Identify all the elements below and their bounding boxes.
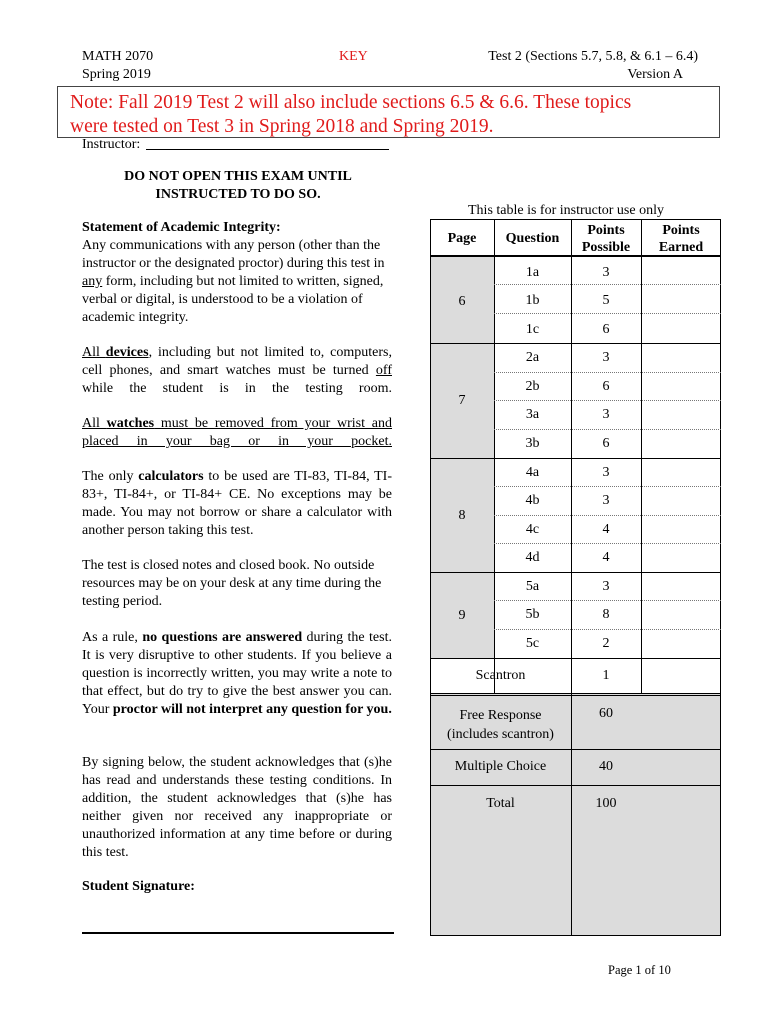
question-2b: 2b bbox=[525, 379, 540, 394]
question-5a: 5a bbox=[525, 579, 540, 594]
version-label: Version A bbox=[627, 67, 683, 82]
warning-line-2: INSTRUCTED TO DO SO. bbox=[155, 187, 321, 202]
multiple-choice-label: Multiple Choice bbox=[454, 759, 547, 774]
total-label: Total bbox=[486, 796, 515, 811]
warning-line-1: DO NOT OPEN THIS EXAM UNTIL bbox=[124, 169, 352, 184]
total-points: 100 bbox=[595, 796, 617, 811]
closed-book-rule: The test is closed notes and closed book. No outside resources may be on your desk at any time during the testing period. bbox=[82, 558, 382, 609]
no-questions-rule: As a rule, no questions are answered during the test. It is very disruptive to other students. If you believe a question is incorrectly written, you may write a note to that effect, but do try to give the best answer you can. Your proctor will not interpret any question for you. bbox=[82, 630, 392, 717]
devices-rule: All devices, including but not limited to, computers, cell phones, and smart watches must be turned off while the student is in the testing room. bbox=[82, 345, 393, 396]
question-4c: 4c bbox=[525, 522, 540, 537]
points-4d: 4 bbox=[602, 550, 610, 565]
points-1b: 5 bbox=[602, 293, 610, 308]
header-page: Page bbox=[447, 231, 477, 246]
calculators-rule: The only calculators to be used are TI-83, TI-84, TI-83+, TI-84+, or TI-84+ CE. No exceptions may be made. You may not borrow or share a calculator with another person taking this test. bbox=[82, 469, 392, 538]
question-3b: 3b bbox=[525, 436, 540, 451]
points-4c: 4 bbox=[602, 522, 610, 537]
table-caption: This table is for instructor use only bbox=[468, 203, 664, 218]
points-1c: 6 bbox=[602, 322, 610, 337]
question-5b: 5b bbox=[525, 607, 540, 622]
points-1a: 3 bbox=[602, 265, 610, 280]
fall-2019-note bbox=[57, 86, 720, 138]
points-5a: 3 bbox=[602, 579, 610, 594]
scantron-points: 1 bbox=[602, 668, 610, 683]
question-5c: 5c bbox=[525, 636, 540, 651]
watches-rule: All watches must be removed from your wrist and placed in your bag or in your pocket. bbox=[82, 416, 393, 449]
academic-integrity-section bbox=[82, 219, 392, 327]
do-not-open-warning bbox=[82, 168, 394, 204]
question-4a: 4a bbox=[525, 465, 540, 480]
points-5c: 2 bbox=[602, 636, 610, 651]
points-4b: 3 bbox=[602, 493, 610, 508]
free-response-label: Free Response (includes scantron) bbox=[447, 708, 554, 742]
student-signature-label: Student Signature: bbox=[82, 879, 195, 894]
question-4b: 4b bbox=[525, 493, 540, 508]
points-3b: 6 bbox=[602, 436, 610, 451]
points-3a: 3 bbox=[602, 407, 610, 422]
term: Spring 2019 bbox=[82, 67, 151, 82]
test-title: Test 2 (Sections 5.7, 5.8, & 6.1 – 6.4) bbox=[488, 49, 698, 64]
multiple-choice-points: 40 bbox=[599, 759, 613, 774]
page-number: Page 1 of 10 bbox=[608, 963, 671, 977]
scantron-label: Scantron bbox=[475, 668, 526, 683]
header-points-possible: Points Possible bbox=[581, 223, 631, 255]
header-question: Question bbox=[505, 231, 560, 246]
key-label: KEY bbox=[339, 49, 368, 64]
question-1b: 1b bbox=[525, 293, 540, 308]
signature-line bbox=[82, 932, 394, 934]
question-3a: 3a bbox=[525, 407, 540, 422]
page-8: 8 bbox=[458, 508, 466, 523]
course-name: MATH 2070 bbox=[82, 49, 154, 64]
note-line-1: Note: Fall 2019 Test 2 will also include sections 6.5 & 6.6. These topics bbox=[70, 92, 632, 113]
points-table bbox=[430, 219, 721, 936]
points-5b: 8 bbox=[602, 607, 610, 622]
points-2b: 6 bbox=[602, 379, 610, 394]
points-4a: 3 bbox=[602, 465, 610, 480]
question-1a: 1a bbox=[525, 265, 540, 280]
page-column-shade bbox=[430, 255, 494, 659]
acknowledgement-text: By signing below, the student acknowledges that (s)he has read and understands these testing conditions. In addition, the student acknowledges that (s)he has neither given nor received any inappropriate or unauthorized information at any time before or during this test. bbox=[82, 755, 392, 860]
question-1c: 1c bbox=[525, 322, 540, 337]
points-2a: 3 bbox=[602, 350, 610, 365]
free-response-points: 60 bbox=[599, 706, 613, 721]
integrity-title: Statement of Academic Integrity: bbox=[82, 220, 281, 235]
note-line-2: were tested on Test 3 in Spring 2018 and Spring 2019. bbox=[70, 116, 494, 137]
instructor-field-line bbox=[146, 149, 389, 150]
question-2a: 2a bbox=[525, 350, 540, 365]
header-points-earned: Points Earned bbox=[658, 223, 704, 255]
instructor-label: Instructor: bbox=[82, 138, 141, 149]
page-9: 9 bbox=[458, 608, 466, 623]
question-4d: 4d bbox=[525, 550, 540, 565]
page-7: 7 bbox=[458, 393, 466, 408]
integrity-text: Any communications with any person (other than the instructor or the designated proctor) during this test in any form, including but not limited to written, signed, verbal or digital, is understood to be a violation of academic integrity. bbox=[82, 238, 385, 325]
page-6: 6 bbox=[458, 294, 466, 309]
